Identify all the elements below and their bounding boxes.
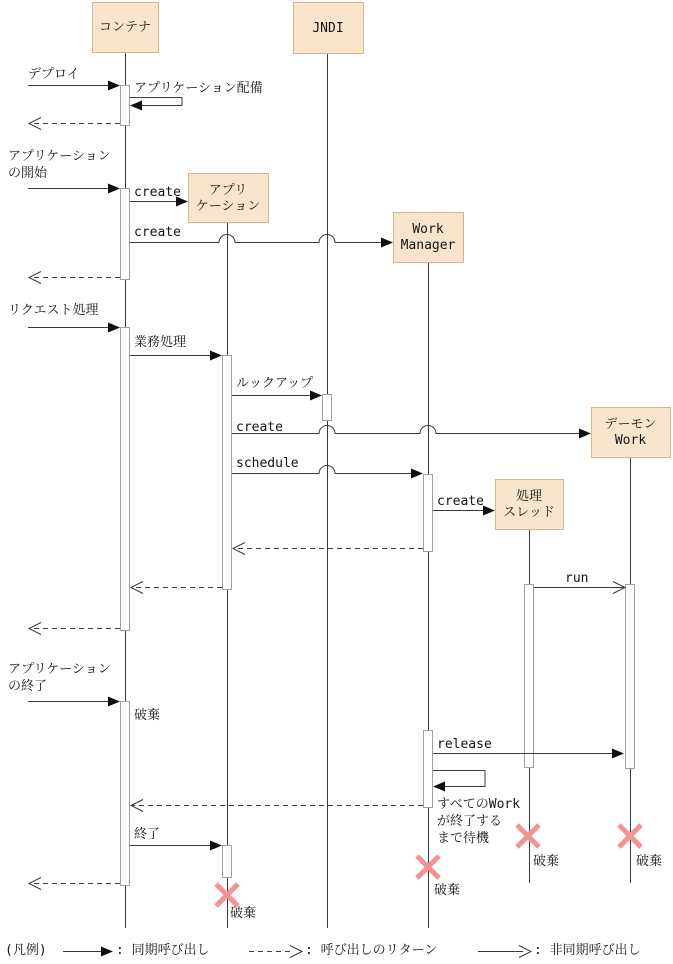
process-thread-destroy-cross-icon [517, 825, 539, 847]
application-label: アプリ [208, 182, 248, 198]
release-label: release [437, 737, 492, 752]
legend-label-return: : 呼び出しのリターン [305, 943, 438, 958]
container-activation-4 [121, 702, 130, 886]
application-activation-1 [223, 356, 232, 590]
app-end-label: アプリケーション [8, 662, 111, 677]
app-deploy-self-arrowhead [130, 101, 142, 111]
jndi-label: JNDI [312, 20, 344, 36]
legend-caption: (凡例) [5, 943, 47, 958]
deploy-label: デプロイ [28, 67, 80, 82]
wait-note-label: が終了する [437, 814, 503, 829]
application-activation-2 [223, 846, 232, 878]
container-label: コンテナ [98, 20, 151, 35]
schedule-arrowhead [411, 469, 423, 479]
legend-return-arrowhead [290, 946, 302, 958]
process-thread-label: 処理 [515, 489, 542, 504]
destroy-op-label: 破棄 [134, 708, 161, 723]
daemon-work-activation-1 [626, 585, 635, 769]
legend-sync-arrowhead [101, 947, 113, 957]
process-thread-destroy-label: 破棄 [533, 854, 560, 869]
lookup-label: ルックアップ [236, 376, 314, 391]
request-arrowhead [108, 323, 120, 333]
daemon-work-destroy-label: 破棄 [636, 854, 663, 869]
wait-note-label: すべてのWork [437, 797, 521, 812]
process-thread-label: スレッド [503, 505, 555, 520]
app-start-label: の開始 [8, 166, 48, 181]
app-end-arrowhead [108, 697, 120, 707]
wm-wait-self-arrowhead [433, 782, 445, 792]
work-manager-label: Manager [400, 238, 456, 253]
container-activation-2 [121, 189, 130, 280]
request-label: リクエスト処理 [8, 303, 99, 318]
legend-label-async: : 非同期呼び出し [534, 943, 641, 958]
work-manager-destroy-label: 破棄 [434, 883, 461, 898]
container-activation-1 [121, 86, 130, 126]
lookup-arrowhead [310, 391, 322, 401]
create-wm-arrowhead [381, 238, 393, 248]
create-daemon-label: create [236, 420, 283, 435]
create-daemon-line [232, 426, 589, 434]
create-thread-label: create [437, 494, 484, 509]
wait-note-label: まで待機 [437, 831, 490, 846]
create-app-label: create [134, 185, 181, 200]
legend-label-sync: : 同期呼び出し [116, 943, 210, 958]
create-wm-label: create [134, 225, 181, 240]
application-label: ケーション [195, 198, 261, 214]
schedule-label: schedule [236, 456, 299, 471]
work-manager-activation-1 [424, 475, 433, 552]
create-thread-arrowhead [483, 506, 495, 516]
daemon-work-label: Work [614, 433, 647, 448]
application-destroy-label: 破棄 [230, 906, 257, 921]
finish-label: 終了 [134, 827, 161, 842]
work-manager-activation-2 [424, 731, 433, 808]
work-manager-label: Work [412, 222, 444, 237]
app-start-label: アプリケーション [8, 149, 111, 164]
create-daemon-arrowhead [579, 429, 591, 439]
daemon-work-label: デーモン [604, 417, 657, 432]
jndi-activation-1 [323, 395, 332, 421]
release-arrowhead [612, 749, 624, 759]
business-arrowhead [210, 351, 222, 361]
run-label: run [565, 571, 589, 586]
app-end-label: の終了 [8, 679, 48, 694]
deploy-arrowhead [108, 81, 120, 91]
finish-arrowhead [210, 841, 222, 851]
business-label: 業務処理 [134, 335, 187, 350]
app-deploy-self-label: アプリケーション配備 [134, 81, 263, 96]
container-activation-3 [121, 328, 130, 631]
app-start-arrowhead [108, 184, 120, 194]
process-thread-activation-1 [525, 585, 534, 768]
